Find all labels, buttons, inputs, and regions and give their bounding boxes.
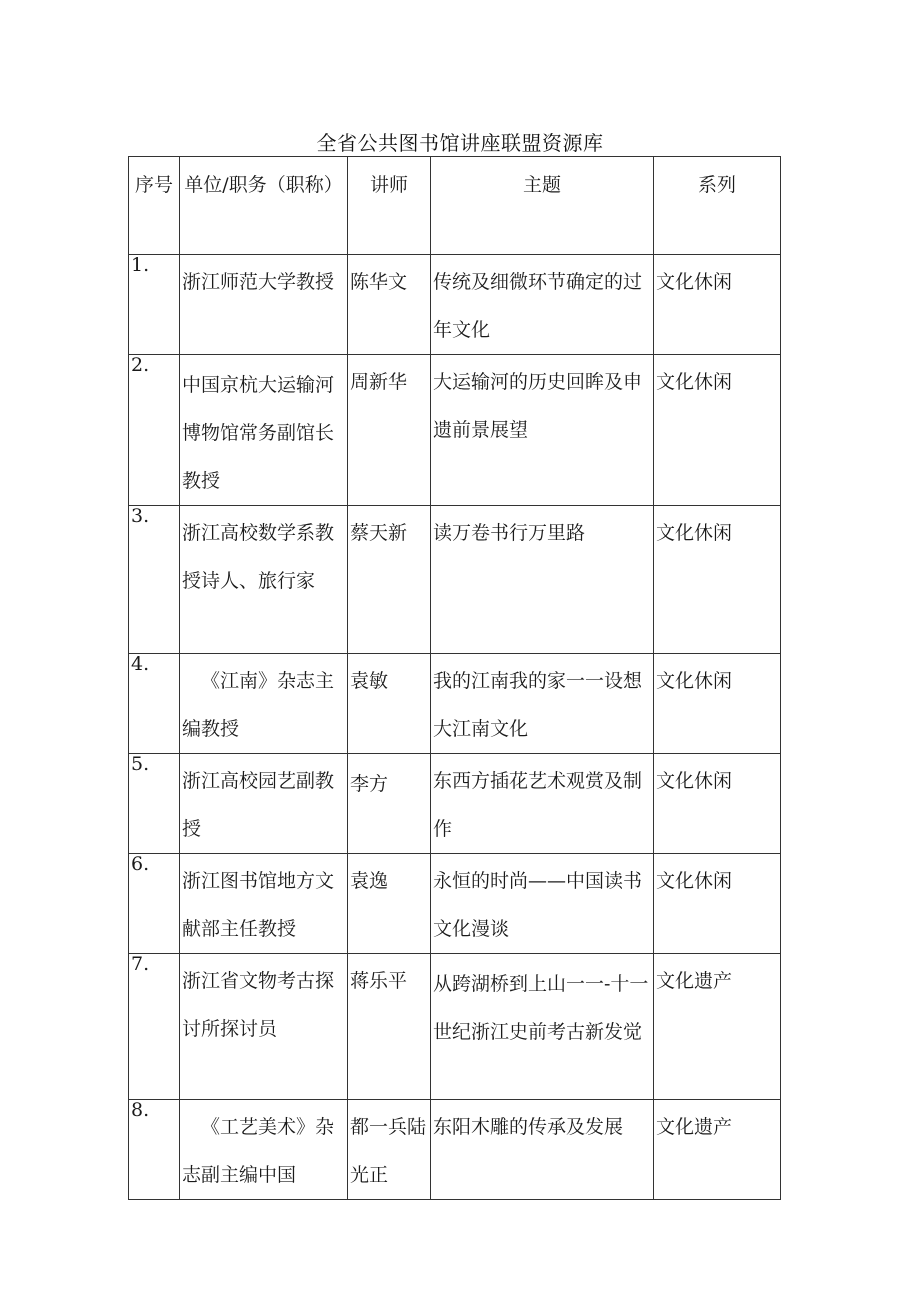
series-cell: 文化休闲 bbox=[654, 854, 781, 954]
org-cell: 浙江师范大学教授 bbox=[180, 255, 348, 355]
lecturer-cell: 周新华 bbox=[348, 355, 431, 506]
header-series: 系列 bbox=[654, 157, 781, 255]
series-cell: 文化休闲 bbox=[654, 654, 781, 754]
table-row bbox=[129, 355, 781, 506]
page-title: 全省公共图书馆讲座联盟资源库 bbox=[316, 131, 604, 155]
topic-cell: 东西方插花艺术观赏及制作 bbox=[431, 754, 654, 854]
org-cell: 浙江省文物考古探讨所探讨员 bbox=[180, 954, 348, 1100]
table-row bbox=[129, 654, 781, 754]
table-row bbox=[129, 754, 781, 854]
lecturer-cell: 袁敏 bbox=[348, 654, 431, 754]
table-row bbox=[129, 255, 781, 355]
row-number: 5. bbox=[129, 754, 180, 854]
series-cell: 文化遗产 bbox=[654, 954, 781, 1100]
topic-cell: 传统及细微环节确定的过年文化 bbox=[431, 255, 654, 355]
org-cell bbox=[180, 654, 348, 754]
topic-cell: 我的江南我的家一一设想大江南文化 bbox=[431, 654, 654, 754]
row-number: 7. bbox=[129, 954, 180, 1100]
row-number: 4. bbox=[129, 654, 180, 754]
org-cell: 浙江高校园艺副教授 bbox=[180, 754, 348, 854]
topic-cell: 东阳木雕的传承及发展 bbox=[431, 1100, 654, 1200]
topic-text: 从跨湖桥到上山一一-十一世纪浙江史前考古新发觉 bbox=[433, 973, 649, 1043]
org-text: 中国京杭大运输河博物馆常务副馆长教授 bbox=[182, 374, 335, 492]
org-cell bbox=[180, 1100, 348, 1200]
lecturer-cell: 蔡天新 bbox=[348, 506, 431, 654]
header-org: 单位/职务（职称） bbox=[180, 157, 348, 255]
lecturer-cell: 袁逸 bbox=[348, 854, 431, 954]
lecturer-cell bbox=[348, 754, 431, 854]
header-topic: 主题 bbox=[431, 157, 654, 255]
topic-cell: 大运输河的历史回眸及申遗前景展望 bbox=[431, 355, 654, 506]
lecturer-cell: 都一兵陆光正 bbox=[348, 1100, 431, 1200]
series-cell: 文化休闲 bbox=[654, 255, 781, 355]
table-header-row bbox=[129, 157, 781, 255]
row-number: 8. bbox=[129, 1100, 180, 1200]
topic-cell: 读万卷书行万里路 bbox=[431, 506, 654, 654]
topic-cell bbox=[431, 954, 654, 1100]
series-cell: 文化休闲 bbox=[654, 754, 781, 854]
lecturer-text: 李方 bbox=[350, 773, 389, 795]
org-text: 《工艺美术》杂志副主编中国 bbox=[182, 1116, 335, 1186]
lecturer-cell: 陈华文 bbox=[348, 255, 431, 355]
series-cell: 文化休闲 bbox=[654, 506, 781, 654]
row-number: 6. bbox=[129, 854, 180, 954]
series-cell: 文化休闲 bbox=[654, 355, 781, 506]
org-cell: 浙江高校数学系教授诗人、旅行家 bbox=[180, 506, 348, 654]
org-cell: 浙江图书馆地方文献部主任教授 bbox=[180, 854, 348, 954]
org-text: 《江南》杂志主编教授 bbox=[182, 670, 335, 740]
header-no: 序号 bbox=[129, 157, 180, 255]
table-row bbox=[129, 854, 781, 954]
topic-cell: 永恒的时尚——中国读书文化漫谈 bbox=[431, 854, 654, 954]
lecture-resource-table bbox=[128, 156, 781, 1200]
table-row bbox=[129, 1100, 781, 1200]
row-number: 3. bbox=[129, 506, 180, 654]
row-number: 1. bbox=[129, 255, 180, 355]
series-cell: 文化遗产 bbox=[654, 1100, 781, 1200]
header-lecturer: 讲师 bbox=[348, 157, 431, 255]
lecturer-cell: 蒋乐平 bbox=[348, 954, 431, 1100]
org-cell bbox=[180, 355, 348, 506]
row-number: 2. bbox=[129, 355, 180, 506]
table-row bbox=[129, 506, 781, 654]
table-row bbox=[129, 954, 781, 1100]
